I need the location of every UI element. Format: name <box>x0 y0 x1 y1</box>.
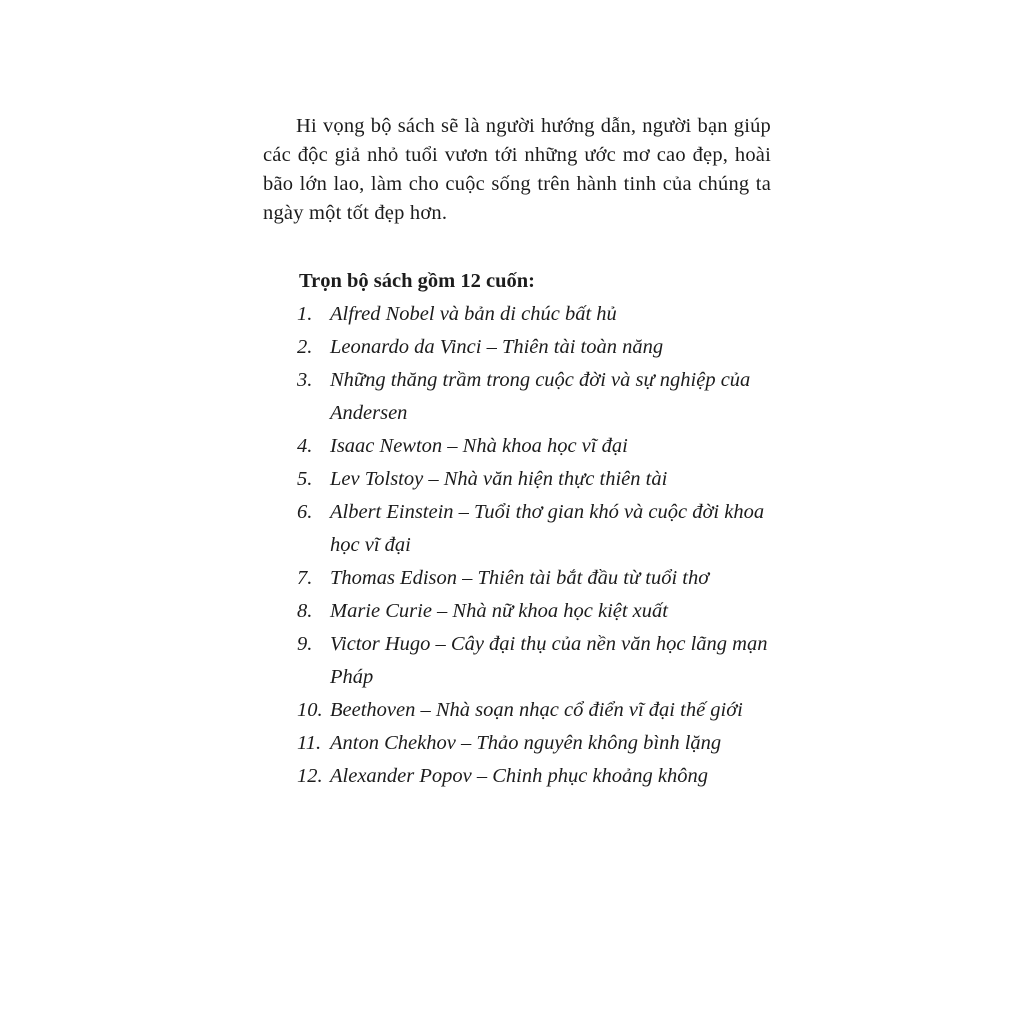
book-list-item <box>263 331 771 364</box>
book-list <box>263 298 771 793</box>
item-number: 9. <box>297 633 313 655</box>
intro-paragraph: Hi vọng bộ sách sẽ là người hướng dẫn, người bạn giúp các độc giả nhỏ tuổi vươn tới những ước mơ cao đẹp, hoài bão lớn lao, làm cho cuộc sống trên hành tinh của chúng ta ngày một tốt đẹp hơn. <box>263 115 771 224</box>
item-title: Leonardo da Vinci – Thiên tài toàn năng <box>330 336 664 358</box>
item-title: Marie Curie – Nhà nữ khoa học kiệt xuất <box>330 600 668 622</box>
item-number: 8. <box>297 600 313 622</box>
item-title: Anton Chekhov – Thảo nguyên không bình lặng <box>330 732 722 754</box>
item-title: Beethoven – Nhà soạn nhạc cổ điển vĩ đại thế giới <box>330 699 743 721</box>
item-title: Alexander Popov – Chinh phục khoảng không <box>330 765 709 787</box>
item-number: 3. <box>297 369 313 391</box>
item-number: 6. <box>297 501 313 523</box>
item-number: 12. <box>297 765 323 787</box>
book-list-item <box>263 430 771 463</box>
item-title: Victor Hugo – Cây đại thụ của nền văn học lãng mạn Pháp <box>330 633 768 688</box>
book-list-item <box>263 727 771 760</box>
item-title: Alfred Nobel và bản di chúc bất hủ <box>330 303 617 325</box>
item-title: Thomas Edison – Thiên tài bắt đầu từ tuổi thơ <box>330 567 710 589</box>
item-number: 5. <box>297 468 313 490</box>
book-list-item <box>263 562 771 595</box>
item-title: Isaac Newton – Nhà khoa học vĩ đại <box>330 435 628 457</box>
item-number: 1. <box>297 303 313 325</box>
item-title: Albert Einstein – Tuổi thơ gian khó và cuộc đời khoa học vĩ đại <box>330 501 765 556</box>
book-list-item <box>263 496 771 562</box>
book-list-item <box>263 463 771 496</box>
page-content <box>263 112 771 793</box>
book-list-item <box>263 760 771 793</box>
item-number: 10. <box>297 699 323 721</box>
item-number: 2. <box>297 336 313 358</box>
book-list-title: Trọn bộ sách gồm 12 cuốn: <box>299 270 535 292</box>
book-list-item <box>263 694 771 727</box>
book-list-item <box>263 298 771 331</box>
item-title: Những thăng trầm trong cuộc đời và sự nghiệp của Andersen <box>330 369 751 424</box>
book-list-item <box>263 628 771 694</box>
book-list-item <box>263 364 771 430</box>
item-title: Lev Tolstoy – Nhà văn hiện thực thiên tài <box>330 468 668 490</box>
item-number: 4. <box>297 435 313 457</box>
item-number: 11. <box>297 732 322 754</box>
book-list-item <box>263 595 771 628</box>
item-number: 7. <box>297 567 313 589</box>
